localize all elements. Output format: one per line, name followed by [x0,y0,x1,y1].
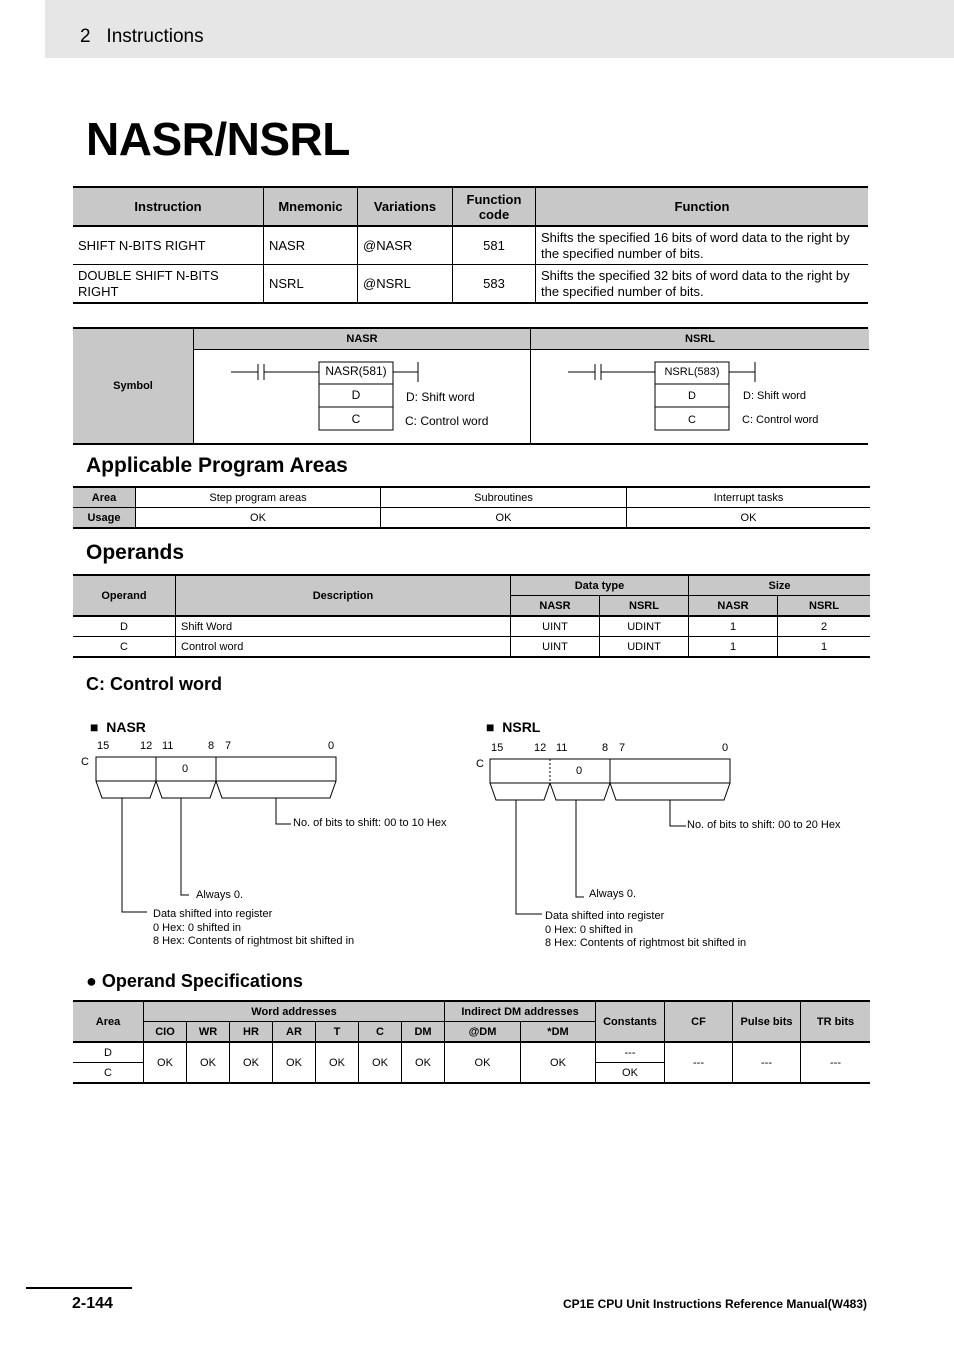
usage-interrupt: OK [627,508,871,529]
nsrl-bit-8: 8 [602,742,609,754]
chapter-title: Instructions [106,26,204,47]
nsrl-operand-d: D [688,390,696,402]
operand-specs-title: Operand Specifications [101,971,303,991]
cell-instruction: SHIFT N-BITS RIGHT [73,226,264,265]
operand-name: D [73,616,176,637]
operand-type-nasr: UINT [511,616,600,637]
spec-star-dm: OK [521,1042,596,1083]
sub-star-dm: *DM [521,1022,596,1043]
nsrl-bit-diagram [470,742,870,922]
sub-nasr: NASR [511,596,600,617]
operand-desc: Control word [176,637,511,658]
nsrl-always-label: Always 0. [589,888,637,900]
col-size: Size [689,575,871,596]
sub-nsrl: NSRL [778,596,871,617]
operand-name: C [73,637,176,658]
operand-specs-table [73,1000,870,1084]
col-mnemonic: Mnemonic [264,187,358,226]
sub-nsrl: NSRL [600,596,689,617]
symbol-block [73,327,868,445]
col-data-type: Data type [511,575,689,596]
nsrl-operand-c: C [688,414,696,426]
sub-ar: AR [273,1022,316,1043]
symbol-header-nasr: NASR [193,329,530,350]
chapter-number: 2 [80,26,91,47]
spec-area-c: C [73,1063,144,1084]
symbol-label: Symbol [73,329,193,443]
cell-variations: @NASR [358,226,453,265]
nasr-bit-11: 11 [162,740,174,752]
areas-interrupt: Interrupt tasks [627,487,871,508]
areas-step: Step program areas [136,487,381,508]
col-cf: CF [665,1001,733,1042]
spec-pulse-bits: --- [733,1042,801,1083]
nsrl-always-zero-digit: 0 [576,765,583,777]
spec-area-d: D [73,1042,144,1063]
nasr-bit-diagram [75,740,475,920]
operand-desc: Shift Word [176,616,511,637]
spec-at-dm: OK [445,1042,521,1083]
spec-dm: OK [402,1042,445,1083]
square-bullet-icon: ■ [486,719,495,735]
operand-type-nasr: UINT [511,637,600,658]
table-row [73,1042,870,1063]
nasr-bit-7: 7 [225,740,232,752]
symbol-header-nsrl: NSRL [530,329,869,350]
cell-function: Shifts the specified 16 bits of word data to the right by the specified number of bits. [536,226,869,265]
spec-wr: OK [187,1042,230,1083]
operands-table [73,574,870,658]
col-variations: Variations [358,187,453,226]
sub-t: T [316,1022,359,1043]
col-word-addresses: Word addresses [144,1001,445,1022]
col-function: Function [536,187,869,226]
col-area: Area [73,1001,144,1042]
nsrl-data-line-1: Data shifted into register [545,910,665,922]
program-areas-table [73,486,870,529]
table-row [73,637,870,658]
sub-dm: DM [402,1022,445,1043]
areas-subroutines: Subroutines [381,487,627,508]
square-bullet-icon: ■ [90,719,99,735]
col-function-code: Function code [453,187,536,226]
manual-title: CP1E CPU Unit Instructions Reference Manual(W483) [562,1297,867,1311]
nasr-bits-label: No. of bits to shift: 00 to 10 Hex [293,817,447,829]
col-operand: Operand [73,575,176,616]
spec-cio: OK [144,1042,187,1083]
nsrl-bits-label: No. of bits to shift: 00 to 20 Hex [687,819,841,831]
nasr-bit-8: 8 [208,740,215,752]
nsrl-c-desc: C: Control word [742,414,819,426]
cell-function-code: 583 [453,265,536,304]
subsection-heading-control-word: C: Control word [86,674,222,694]
spec-tr-bits: --- [801,1042,871,1083]
nasr-box-label: NASR(581) [325,364,387,378]
page-number: 2-144 [72,1295,113,1312]
operand-size-nasr: 1 [689,637,778,658]
chapter-header [80,26,204,48]
nsrl-data-line-3: 8 Hex: Contents of rightmost bit shifted in [545,937,747,949]
spec-c: OK [359,1042,402,1083]
nsrl-heading-text: NSRL [502,719,541,735]
operand-type-nsrl: UDINT [600,637,689,658]
nsrl-data-shifted [545,910,746,951]
nsrl-data-line-2: 0 Hex: 0 shifted in [545,923,634,936]
footer-rule [26,1287,132,1289]
nasr-data-shifted [153,908,354,949]
cell-mnemonic: NASR [264,226,358,265]
section-heading-operand-specs [86,971,303,992]
table-row [73,616,870,637]
nsrl-box-label: NSRL(583) [664,366,720,378]
col-instruction: Instruction [73,187,264,226]
nasr-data-line-1: Data shifted into register [153,908,273,920]
spec-hr: OK [230,1042,273,1083]
col-description: Description [176,575,511,616]
usage-subroutines: OK [381,508,627,529]
spec-constants-d: --- [596,1042,665,1063]
spec-t: OK [316,1042,359,1083]
spec-constants-c: OK [596,1063,665,1084]
areas-usage-label: Usage [73,508,136,529]
nsrl-bit-0: 0 [722,742,729,754]
nasr-operand-d: D [351,388,361,402]
sub-c: C [359,1022,402,1043]
col-indirect-dm: Indirect DM addresses [445,1001,596,1022]
operand-size-nasr: 1 [689,616,778,637]
nasr-heading-text: NASR [106,719,146,735]
cell-variations: @NSRL [358,265,453,304]
nsrl-c-label: C [476,758,484,770]
sub-hr: HR [230,1022,273,1043]
nasr-always-label: Always 0. [196,889,244,901]
operand-size-nsrl: 1 [778,637,871,658]
nasr-bit-12: 12 [140,740,153,752]
nsrl-bit-7: 7 [619,742,626,754]
cell-mnemonic: NSRL [264,265,358,304]
nasr-c-desc: C: Control word [405,414,489,428]
nsrl-bit-11: 11 [556,742,568,754]
nasr-diagram-heading [90,719,146,735]
table-row [73,226,868,265]
usage-step: OK [136,508,381,529]
table-row [73,265,868,304]
sub-at-dm: @DM [445,1022,521,1043]
section-heading-operands: Operands [86,541,185,564]
operand-type-nsrl: UDINT [600,616,689,637]
spec-ar: OK [273,1042,316,1083]
nasr-bit-0: 0 [328,740,335,752]
nasr-bit-15: 15 [97,740,110,752]
circle-bullet-icon: ● [86,971,97,991]
cell-function: Shifts the specified 32 bits of word data to the right by the specified number of bits. [536,265,869,304]
nsrl-diagram-heading [486,719,540,735]
section-heading-areas: Applicable Program Areas [86,454,348,477]
cell-instruction: DOUBLE SHIFT N-BITS RIGHT [73,265,264,304]
page-title: NASR/NSRL [86,113,350,165]
sub-nasr: NASR [689,596,778,617]
nsrl-bit-12: 12 [534,742,547,754]
nasr-operand-c: C [351,412,361,426]
col-pulse-bits: Pulse bits [733,1001,801,1042]
col-tr-bits: TR bits [801,1001,871,1042]
spec-cf: --- [665,1042,733,1083]
nasr-always-zero-digit: 0 [182,763,189,775]
instruction-table [73,186,868,304]
sub-wr: WR [187,1022,230,1043]
nsrl-bit-15: 15 [491,742,504,754]
nsrl-d-desc: D: Shift word [743,390,806,402]
areas-area-label: Area [73,487,136,508]
col-constants: Constants [596,1001,665,1042]
operand-size-nsrl: 2 [778,616,871,637]
nasr-d-desc: D: Shift word [406,390,475,404]
nasr-c-label: C [81,756,89,768]
cell-function-code: 581 [453,226,536,265]
sub-cio: CIO [144,1022,187,1043]
nasr-data-line-3: 8 Hex: Contents of rightmost bit shifted in [153,935,355,947]
nasr-data-line-2: 0 Hex: 0 shifted in [153,921,242,934]
